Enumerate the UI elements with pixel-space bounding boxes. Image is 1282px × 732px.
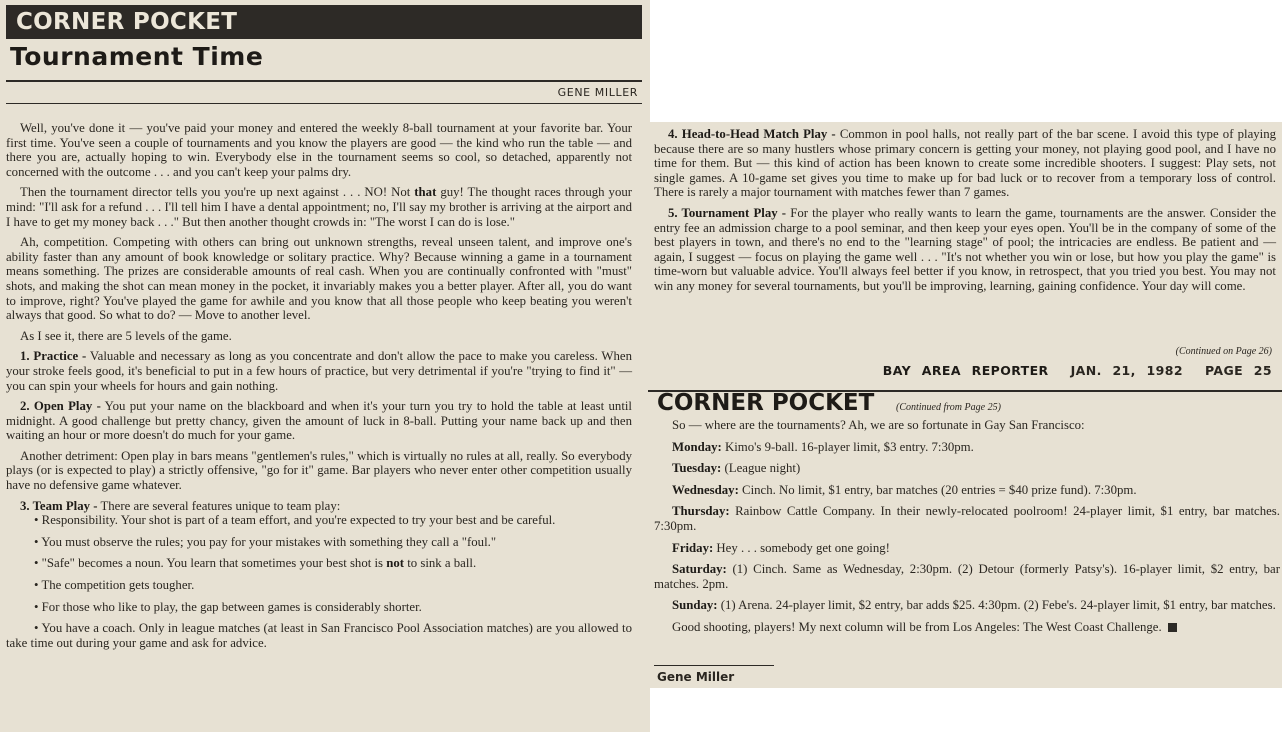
article-headline: Tournament Time xyxy=(10,42,264,71)
article-body-right xyxy=(654,127,1276,300)
paragraph-competition: Ah, competition. Competing with others can bring out unknown strengths, reveal unseen talent, and improve one's ability faster than any amount of book knowledge or solitary practice. Why? Because winning a game in a tournament means something. The prizes are considerable amounts of real cash. When you are continually confronted with "must" shots, and making the shot can mean money in the pocket, it invariably makes you a better player. After all, you do want to improve, right? You've played the game for awhile and you know that all those people who keep beating you weren't always that good. So what to do? — Move to another level. xyxy=(6,235,632,323)
end-mark-icon xyxy=(1168,623,1177,632)
bullet-competition: • The competition gets tougher. xyxy=(34,578,195,593)
continued-column-title: CORNER POCKET xyxy=(657,390,875,416)
bullet-responsibility: • Responsibility. Your shot is part of a team effort, and you're expected to try your best and be careful. xyxy=(34,513,556,528)
paragraph-detriment: Another detriment: Open play in bars means "gentlemen's rules," which is virtually no rules at all, really. So everybody plays (or is expected to play) a strictly offensive, "go for it" game. Bar players who never enter other competition usually have no defensive game whatever. xyxy=(6,448,632,493)
bullet-gap: • For those who like to play, the gap between games is considerably shorter. xyxy=(34,599,422,614)
schedule-thursday: Thursday: Rainbow Cattle Company. In their newly-relocated poolroom! 24-player limit, $1 entry, bar matches. 7:30pm. xyxy=(654,504,1280,533)
schedule-tuesday: Tuesday: (League night) xyxy=(672,461,801,476)
continued-from-note: (Continued from Page 25) xyxy=(896,402,1001,413)
signoff: Gene Miller xyxy=(657,670,735,684)
paragraph-director: Then the tournament director tells you you're up next against . . . NO! Not that guy! The thought races through your mind: "I'll ask for a refund . . . I'll tell him I have a dental appointment; no, I'll say my brother is arriving at the airport and I have to get my money back . . ." But then another thought crowds in: "The worst I can do is lose." xyxy=(6,185,632,229)
tournament-schedule xyxy=(654,418,1280,642)
article-body-left xyxy=(6,121,632,650)
schedule-sunday: Sunday: (1) Arena. 24-player limit, $2 entry, bar adds $25. 4:30pm. (2) Febe's. 24-player limit, $1 entry, bar matches. xyxy=(672,598,1276,613)
schedule-intro: So — where are the tournaments? Ah, we are so fortunate in Gay San Francisco: xyxy=(672,418,1085,432)
headline-rule xyxy=(6,80,642,82)
level-team-play: 3. Team Play - There are several features unique to team play: xyxy=(20,498,341,513)
right-top-clipping xyxy=(648,122,1282,390)
paragraph-levels: As I see it, there are 5 levels of the game. xyxy=(20,328,232,343)
schedule-friday: Friday: Hey . . . somebody get one going! xyxy=(672,540,890,555)
signoff-rule xyxy=(654,665,774,666)
column-banner: CORNER POCKET xyxy=(6,5,642,39)
level-practice: 1. Practice - Valuable and necessary as long as you concentrate and don't allow the pace to make you careless. When your stroke feels good, it's beneficial to put in a few hours of practice, but very detrimental if you're "trying to find it" — you can spin your wheels for hours and gain nothing. xyxy=(6,349,632,393)
level-open-play: 2. Open Play - You put your name on the blackboard and when it's your turn you try to hold the table at least until midnight. A good challenge but pretty chancy, given the amount of luck in 8-ball. Putting your name back up and then waiting an hour or more doesn't do much for your game. xyxy=(6,399,632,443)
bullet-safe: • "Safe" becomes a noun. You learn that sometimes your best shot is not to sink a ball. xyxy=(34,556,477,571)
page-footer xyxy=(883,363,1272,378)
schedule-wednesday: Wednesday: Cinch. No limit, $1 entry, bar matches (20 entries = $40 prize fund). 7:30pm. xyxy=(672,482,1137,497)
publication-name: BAY AREA REPORTER xyxy=(882,363,1049,378)
page-number: PAGE 25 xyxy=(1204,363,1272,378)
level-tournament-play: 5. Tournament Play - For the player who really wants to learn the game, tournaments are the answer. Consider the entry fee an admission charge to a pool seminar, and then keep your eyes open. You'll be in the company of some of the best players in town, and there's no end to the "learning stage" of pool; the intricacies are endless. Be patient and — again, I suggest — focus on playing the game well . . . "It's not whether you win or lose, but how you play the game" is time-worn but valuable advice. You'll always feel better if you know, in retrospect, that you tried you best. You may not win any money for several tournaments, but you'll be improving, learning, gaining confidence. Your day will come. xyxy=(654,205,1277,293)
schedule-monday: Monday: Kimo's 9-ball. 16-player limit, $3 entry. 7:30pm. xyxy=(672,439,974,454)
bullet-coach: • You have a coach. Only in league matches (at least in San Francisco Pool Association matches) are you allowed to take time out during your game and ask for advice. xyxy=(6,621,632,650)
level-head-to-head: 4. Head-to-Head Match Play - Common in pool halls, not really part of the bar scene. I avoid this type of playing because there are so many hustlers whose primary concern is getting your money, not playing good pool, and I have no time for them. But — this kind of action has been known to create some incredible shooters. I suggest: Play sets, not single games. A 10-game set gives you time to make up for bad luck or to recover from a temporary loss of control. There is rarely a major tournament with matches fewer than 7 games. xyxy=(654,127,1277,200)
closing-line: Good shooting, players! My next column will be from Los Angeles: The West Coast Challenge. xyxy=(654,620,1280,635)
paragraph-intro: Well, you've done it — you've paid your money and entered the weekly 8-ball tournament at your favorite bar. Your first time. You've seen a couple of tournaments and you know the players are good — the kind who run the table — and there you are, actually hoping to win. Everybody else in the tournament seems so cool, so detached, apparently not concerned with the outcome . . . and you can't keep your palms dry. xyxy=(6,121,632,179)
byline-rule xyxy=(6,103,642,104)
schedule-saturday: Saturday: (1) Cinch. Same as Wednesday, 2:30pm. (2) Detour (formerly Patsy's). 16-player limit, $2 entry, bar matches. 2pm. xyxy=(654,562,1280,591)
byline: GENE MILLER xyxy=(557,86,638,99)
issue-date: JAN. 21, 1982 xyxy=(1070,363,1183,378)
right-bottom-clipping xyxy=(648,390,1282,688)
continued-note: (Continued on Page 26) xyxy=(1175,346,1272,357)
bullet-rules: • You must observe the rules; you pay for your mistakes with something they call a "foul." xyxy=(34,534,497,549)
